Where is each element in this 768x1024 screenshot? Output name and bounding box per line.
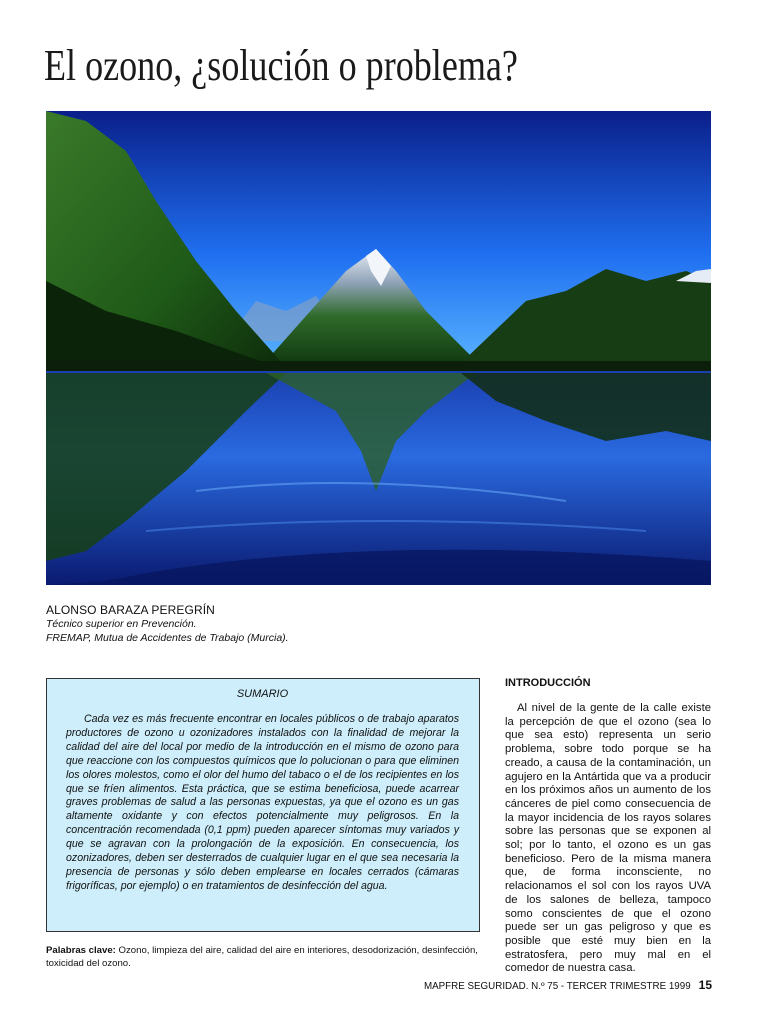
introduction-heading: INTRODUCCIÓN [505, 677, 591, 689]
introduction-section [505, 676, 711, 976]
author-block [46, 603, 466, 645]
introduction-text: Al nivel de la gente de la calle existe la percepción de que el ozono (sea lo que sea esto) representa un serio problema, sobre todo porque se ha creado, a causa de la contaminación, un agujero en la Antártida que va a producir en los próximos años un aumento de los cánceres de piel como consecuencia de la mayor incidencia de los rayos solares sobre las personas que se exponen al sol; por lo tanto, el ozono es un gas beneficioso. Pero de la misma manera que, de forma inconsciente, no relacionamos el sol con los rayos UVA de los salones de belleza, tampoco somo conscientes de que el ozono puede ser un gas peligroso y que es posible que esté muy bien en la estratosfera, pero muy mal en el comedor de nuestra casa. [505, 702, 711, 975]
summary-box [46, 678, 480, 932]
author-role: Técnico superior en Prevención. [46, 618, 197, 630]
keywords-label: Palabras clave: [46, 945, 116, 956]
summary-text: Cada vez es más frecuente encontrar en locales públicos o de trabajo aparatos productores de ozono u ozonizadores instalados con la finalidad de mejorar la calidad del aire del local por medio de la introducción en el mismo de ozono para que reaccione con los compuestos químicos que lo polucionan o para que eliminen los olores molestos, como el olor del humo del tabaco o el de los recipientes en los que se fríen alimentos. Esta práctica, que se estima beneficiosa, puede acarrear graves problemas de salud a las personas expuestas, ya que el ozono es un gas altamente oxidante y con efectos potencialmente muy peligrosos. En la concentración recomendada (0,1 ppm) pueden aparecer síntomas muy variados y que se agravan con la prolongación de la exposición. En consecuencia, los ozonizadores, deben ser desterrados de cualquier lugar en el que sea necesaria la presencia de personas y sólo deben emplearse en locales cerrados (cámaras frigoríficas, por ejemplo) o en tratamientos de desinfección del agua. [66, 713, 459, 892]
fjord-landscape-photo [46, 111, 711, 585]
author-name: ALONSO BARAZA PEREGRÍN [46, 603, 215, 617]
fjord-landscape-image [46, 111, 711, 585]
author-affiliation: FREMAP, Mutua de Accidentes de Trabajo (Murcia). [46, 632, 289, 644]
publication-info: MAPFRE SEGURIDAD. N.º 75 - TERCER TRIMESTRE 1999 [423, 981, 691, 992]
keywords [46, 944, 486, 970]
summary-heading: SUMARIO [236, 688, 289, 700]
keywords-text: Ozono, limpieza del aire, calidad del aire en interiores, desodorización, desinfección, toxicidad del ozono. [46, 945, 478, 969]
page-number: 15 [698, 978, 712, 992]
article-title: El ozono, ¿solución o problema? [44, 41, 518, 90]
page-footer [424, 978, 712, 994]
